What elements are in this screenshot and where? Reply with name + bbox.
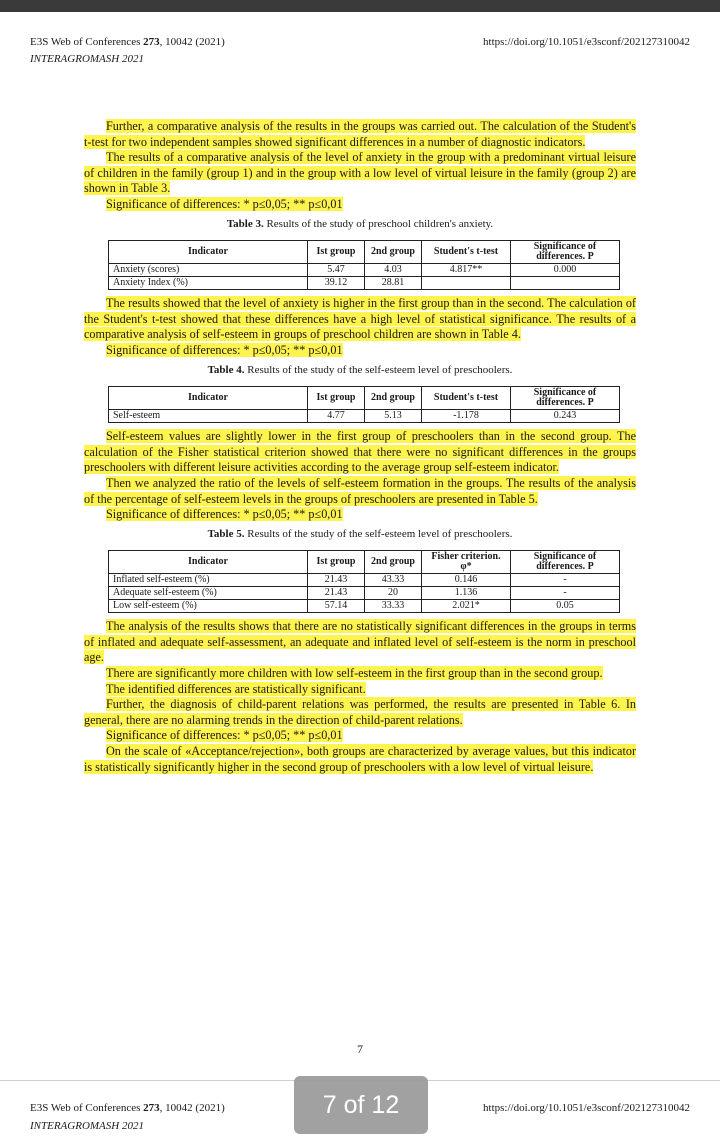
table-cell: - [511, 574, 620, 587]
table-row [109, 587, 620, 600]
table-cell: Inflated self-esteem (%) [109, 574, 308, 587]
table-cell: 2.021* [422, 600, 511, 613]
table-cell: 0.243 [511, 410, 620, 423]
table-cell: 5.13 [365, 410, 422, 423]
table-header-cell: Significance of differences. P [511, 551, 620, 574]
table-header-cell: Fisher criterion. φ* [422, 551, 511, 574]
table5-caption: Table 5. Results of the study of the self-esteem level of preschoolers. [207, 527, 513, 540]
paragraph: On the scale of «Acceptance/rejection», both groups are characterized by average values, but this indicator is statistically significantly higher in the second group of preschoolers with a low level of virtual leisure. [84, 744, 636, 774]
table-header-cell: Indicator [109, 551, 308, 574]
footer-conference: INTERAGROMASH 2021 [30, 1120, 144, 1132]
page-number: 7 [357, 1042, 363, 1056]
table-cell: 4.77 [308, 410, 365, 423]
table4 [108, 386, 620, 423]
table-cell: 57.14 [308, 600, 365, 613]
table-cell: 5.47 [308, 264, 365, 277]
table-header-cell: 2nd group [365, 241, 422, 264]
table-header-row [109, 387, 620, 410]
table-cell: 4.817** [422, 264, 511, 277]
table5 [108, 550, 620, 613]
header-conference: INTERAGROMASH 2021 [30, 53, 144, 65]
table-cell: Anxiety (scores) [109, 264, 308, 277]
table-cell: Low self-esteem (%) [109, 600, 308, 613]
viewer-top-bar [0, 0, 720, 12]
table-cell: 1.136 [422, 587, 511, 600]
table-cell: 0.05 [511, 600, 620, 613]
table-cell: Anxiety Index (%) [109, 277, 308, 290]
table-cell [511, 277, 620, 290]
table-header-cell: 2nd group [365, 551, 422, 574]
header-journal: E3S Web of Conferences 273, 10042 (2021) [30, 36, 225, 48]
significance-note: Significance of differences: * p≤0,05; ** p≤0,01 [106, 342, 343, 357]
table-cell: 21.43 [308, 587, 365, 600]
table-header-cell: Ist group [308, 387, 365, 410]
table-row [109, 600, 620, 613]
paragraph: The analysis of the results shows that there are no statistically significant differences in the groups in terms of inflated and adequate self-assessment, an adequate and inflated level of self-esteem is the norm in preschool age. [84, 619, 636, 665]
paragraph: Then we analyzed the ratio of the levels of self-esteem formation in the groups. The results of the analysis of the percentage of self-esteem levels in the groups of preschoolers are presented in Table 5. [84, 475, 636, 506]
significance-note: Significance of differences: * p≤0,05; ** p≤0,01 [106, 196, 343, 211]
table3 [108, 240, 620, 290]
footer-doi-link[interactable]: https://doi.org/10.1051/e3sconf/202127310042 [483, 1102, 690, 1114]
table-cell: - [511, 587, 620, 600]
significance-note: Significance of differences: * p≤0,05; ** p≤0,01 [106, 728, 343, 743]
paragraph: There are significantly more children with low self-esteem in the first group than in the second group. [106, 666, 603, 681]
page-indicator: 7 of 12 [294, 1076, 428, 1134]
table-cell: 28.81 [365, 277, 422, 290]
table-header-cell: Significance of differences. P [511, 387, 620, 410]
table-header-cell: Ist group [308, 551, 365, 574]
table-header-row [109, 241, 620, 264]
table-cell [422, 277, 511, 290]
paragraph: The results showed that the level of anxiety is higher in the first group than in the second. The calculation of the Student's t-test showed that these differences have a high level of statistical significance. The results of a comparative analysis of self-esteem in groups of preschool children are shown in Table 4. [84, 296, 636, 342]
table-cell: Adequate self-esteem (%) [109, 587, 308, 600]
table-header-cell: Indicator [109, 241, 308, 264]
table-cell: 0.146 [422, 574, 511, 587]
table-cell: 20 [365, 587, 422, 600]
table4-caption: Table 4. Results of the study of the self-esteem level of preschoolers. [207, 363, 513, 376]
table-row [109, 277, 620, 290]
table-cell: 0.000 [511, 264, 620, 277]
article-body [84, 119, 636, 775]
paragraph: The results of a comparative analysis of the level of anxiety in the group with a predominant virtual leisure of children in the family (group 1) and in the group with a low level of virtual leisure in the family (group 2) are shown in Table 3. [84, 150, 636, 196]
table-cell: 43.33 [365, 574, 422, 587]
footer-journal: E3S Web of Conferences 273, 10042 (2021) [30, 1102, 225, 1114]
table-header-cell: Student's t-test [422, 387, 511, 410]
table-header-cell: 2nd group [365, 387, 422, 410]
table-cell: 4.03 [365, 264, 422, 277]
table-cell: -1.178 [422, 410, 511, 423]
table-header-cell: Student's t-test [422, 241, 511, 264]
paragraph: Further, the diagnosis of child-parent relations was performed, the results are presented in Table 6. In general, there are no alarming trends in the direction of child-parent relations. [84, 697, 636, 727]
table-row [109, 264, 620, 277]
table-row [109, 410, 620, 423]
table-cell: 33.33 [365, 600, 422, 613]
header-doi-link[interactable]: https://doi.org/10.1051/e3sconf/202127310042 [483, 36, 690, 48]
table-cell: 21.43 [308, 574, 365, 587]
table-header-cell: Ist group [308, 241, 365, 264]
table3-caption: Table 3. Results of the study of preschool children's anxiety. [226, 217, 494, 230]
paragraph: Further, a comparative analysis of the results in the groups was carried out. The calculation of the Student's t-test for two independent samples showed significant differences in a number of diagnostic indicators. [84, 119, 636, 149]
table-header-cell: Significance of differences. P [511, 241, 620, 264]
table-cell: Self-esteem [109, 410, 308, 423]
table-header-cell: Indicator [109, 387, 308, 410]
table-row [109, 574, 620, 587]
table-cell: 39.12 [308, 277, 365, 290]
paragraph: Self-esteem values are slightly lower in the first group of preschoolers than in the second group. The calculation of the Fisher statistical criterion showed that there were no significant differences in the groups preschoolers with different leisure activities according to the average group self-esteem indicator. [84, 429, 636, 475]
paragraph: The identified differences are statistically significant. [106, 681, 366, 696]
table-header-row [109, 551, 620, 574]
significance-note: Significance of differences: * p≤0,05; ** p≤0,01 [106, 507, 343, 522]
